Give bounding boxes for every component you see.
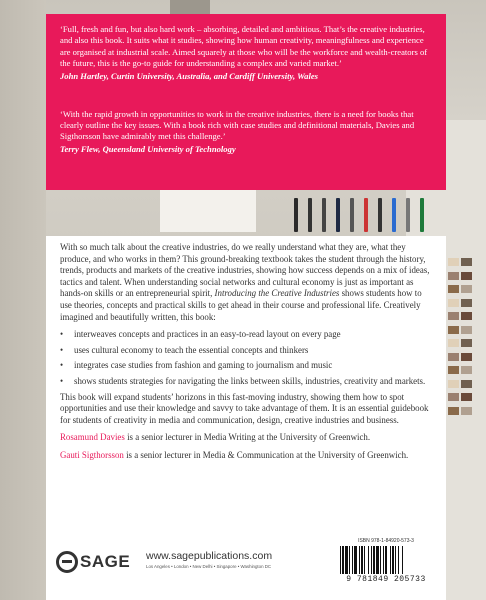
closing-paragraph: This book will expand students’ horizons in this fast-moving industry, showing them how to spot opportunities and use their knowledge and savvy to take advantage of them. It is an essential guidebook for students of creativity in media and communication, design, creative industries and business. [60,391,429,425]
book-title: Introducing the Creative Industries [214,288,340,299]
sage-logo-icon [56,551,78,573]
list-item: • integrates case studies from fashion and gaming to journalism and music [60,360,432,372]
endorsement-attribution: John Hartley, Curtin University, Australia, and Cardiff University, Wales [60,70,319,81]
footer [46,540,446,600]
endorsement-panel [46,14,446,190]
author-name: Gauti Sigthorsson [60,449,124,460]
endorsement-quote: ‘Full, fresh and fun, but also hard work – absorbing, detailed and ambitious. That’s the creative industries, and also this book. It suits what it studies, showing how human creativity, meaningfulness and experience are organised at industrial scale. Aimed squarely at those who will be the workforce and wealth-creators of the future, this is the go-to guide for understanding a complex and varied market.’ [60,24,428,69]
endorsement-attribution: Terry Flew, Queensland University of Technology [60,143,236,154]
feature-list [60,329,432,387]
background-shelf [0,0,46,600]
background-pencils [292,198,432,232]
intro-paragraph: With so much talk about the creative industries, do we really understand what they are, what they produce, and who works in them? This ground-breaking textbook takes the student through the history, trends, products and markets of the creative industries, showing how success depends on a mix of ideas, tactics and talent. When understanding social networks and cultural economy is just as important as hands-on skills or an entrepreneurial spirit, Introducing the Creative Industries shows students how to use theories, concepts and practical skills to get ahead in their course and professional life. Creatively imagined and beautifully written, this book: [60,242,430,322]
author-name: Rosamund Davies [60,432,125,443]
list-item: • shows students strategies for navigating the links between skills, industries, creativity and markets. [60,376,432,388]
list-item: • interweaves concepts and practices in an easy-to-read layout on every page [60,329,432,341]
barcode-number: 9 781849 205733 [346,575,426,584]
author-bio: Rosamund Davies is a senior lecturer in Media Writing at the University of Greenwich. [60,432,371,443]
background-card [160,188,256,232]
barcode-icon [338,546,434,574]
publisher-logo: SAGE [56,548,130,576]
list-item: • uses cultural economy to teach the essential concepts and thinkers [60,345,432,357]
barcode-box [332,536,440,592]
isbn-text: ISBN 978-1-84920-573-3 [358,538,414,544]
publisher-url: www.sagepublications.com [146,550,273,562]
author-bio: Gauti Sigthorsson is a senior lecturer in Media & Communication at the University of Greenwich. [60,449,409,460]
publisher-cities: Los Angeles • London • New Delhi • Singapore • Washington DC [146,564,272,569]
endorsement-quote: ‘With the rapid growth in opportunities to work in the creative industries, there is a need for books that clearly outline the key issues. With a book rich with case studies and definitional materials, Davies and Sigthorsson have admirably met this challenge.’ [60,108,415,142]
